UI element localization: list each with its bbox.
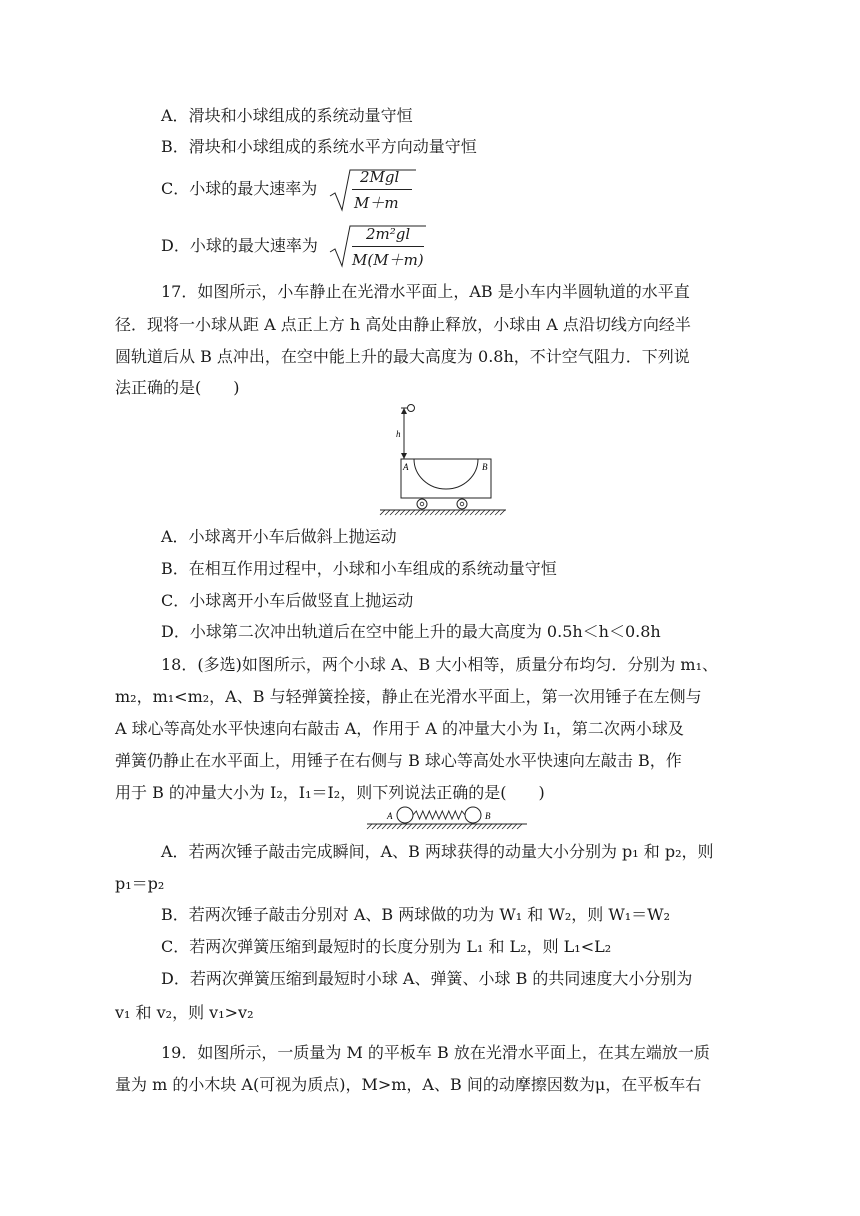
q17-cart-figure xyxy=(370,400,510,522)
fraction-numerator: 2Mgl xyxy=(360,168,400,186)
option-text: 小球的最大速率为 xyxy=(189,179,318,198)
q16-option-a xyxy=(161,106,413,126)
stem-text: 如图所示，小车静止在光滑水平面上，AB 是小车内半圆轨道的水平直 xyxy=(197,282,690,301)
option-label: A． xyxy=(161,842,189,861)
option-label: A． xyxy=(161,527,189,546)
q19-stem-line-1 xyxy=(161,1043,710,1063)
ball-a-label: A xyxy=(387,811,393,821)
option-text: 小球第二次冲出轨道后在空中能上升的最大高度为 0.5h＜h＜0.8h xyxy=(189,622,661,641)
q18-spring-figure xyxy=(365,804,530,830)
fraction-denominator: M(M＋m) xyxy=(352,251,424,269)
q17-option-c xyxy=(161,591,413,611)
h-label: h xyxy=(396,429,401,439)
option-text: 小球的最大速率为 xyxy=(189,236,318,255)
ball-icon xyxy=(408,405,415,412)
ball-b-label: B xyxy=(485,811,491,821)
q19-stem-line-2: 量为 m 的小木块 A(可视为质点)，M>m，A、B 间的动摩擦因数为μ，在平板车右 xyxy=(115,1075,702,1094)
option-text: 若两次弹簧压缩到最短时的长度分别为 L₁ 和 L₂，则 L₁<L₂ xyxy=(189,937,612,956)
option-label: D． xyxy=(161,969,190,988)
q18-stem-line-3: A 球心等高处水平快速向右敲击 A，作用于 A 的冲量大小为 I₁，第二次两小球及 xyxy=(115,719,684,738)
option-label: D． xyxy=(161,622,190,641)
q18-option-a xyxy=(161,842,714,862)
option-label: C． xyxy=(161,591,190,610)
wheel-icon xyxy=(417,499,427,509)
spring-icon xyxy=(413,811,465,819)
q18-stem-line-1 xyxy=(161,655,718,675)
q16-option-c xyxy=(161,179,317,199)
question-number: 17． xyxy=(161,282,198,301)
option-text: 滑块和小球组成的系统动量守恒 xyxy=(188,106,413,125)
option-text: 若两次弹簧压缩到最短时小球 A、弹簧、小球 B 的共同速度大小分别为 xyxy=(189,969,693,988)
q18-stem-line-2: m₂，m₁<m₂，A、B 与轻弹簧拴接，静止在光滑水平面上，第一次用锤子在左侧与 xyxy=(115,687,702,706)
fraction-denominator: M＋m xyxy=(354,194,399,212)
question-number: 19． xyxy=(161,1043,198,1062)
point-a-label: A xyxy=(403,462,409,472)
q17-stem-line-3: 圆轨道后从 B 点冲出，在空中能上升的最大高度为 0.8h，不计空气阻力．下列说 xyxy=(115,347,690,366)
point-b-label: B xyxy=(482,462,488,472)
q17-option-a xyxy=(161,527,397,547)
fraction-bar xyxy=(352,189,412,190)
option-label: B． xyxy=(161,559,189,578)
q16-option-b xyxy=(161,137,477,157)
option-text: 小球离开小车后做竖直上抛运动 xyxy=(189,591,414,610)
option-label: B． xyxy=(161,137,189,156)
option-text: 在相互作用过程中，小球和小车组成的系统动量守恒 xyxy=(188,559,557,578)
option-label: C． xyxy=(161,937,190,956)
q17-stem-line-4: 法正确的是( ) xyxy=(115,378,240,397)
semicircle-track xyxy=(414,459,478,489)
option-label: B． xyxy=(161,905,189,924)
fraction-bar xyxy=(352,246,424,247)
q17-option-b xyxy=(161,559,557,579)
q18-stem-line-4: 弹簧仍静止在水平面上，用锤子在右侧与 B 球心等高处水平快速向左敲击 B，作 xyxy=(115,751,682,770)
option-text: 小球离开小车后做斜上抛运动 xyxy=(188,527,397,546)
q18-stem-line-5: 用于 B 的冲量大小为 I₂，I₁＝I₂，则下列说法正确的是( ) xyxy=(115,783,545,802)
q17-stem-line-1 xyxy=(161,282,690,302)
q17-option-d xyxy=(161,622,661,642)
q18-option-c xyxy=(161,937,611,957)
fraction-numerator: 2m²gl xyxy=(366,225,411,243)
q17-stem-line-2: 径．现将一小球从距 A 点正上方 h 高处由静止释放，小球由 A 点沿切线方向经半 xyxy=(115,315,691,334)
q18-option-d xyxy=(161,969,692,989)
q18-option-b xyxy=(161,905,670,925)
q16-option-d xyxy=(161,236,318,256)
option-text: 若两次锤子敲击完成瞬间，A、B 两球获得的动量大小分别为 p₁ 和 p₂，则 xyxy=(188,842,714,861)
stem-text: (多选)如图所示，两个小球 A、B 大小相等，质量分布均匀．分别为 m₁、 xyxy=(197,655,719,674)
ball-b-icon xyxy=(465,807,481,823)
ball-a-icon xyxy=(397,807,413,823)
stem-text: 如图所示，一质量为 M 的平板车 B 放在光滑水平面上，在其左端放一质 xyxy=(197,1043,710,1062)
option-label: C． xyxy=(161,179,190,198)
q18-option-a-cont: p₁＝p₂ xyxy=(115,874,165,893)
question-number: 18． xyxy=(161,655,198,674)
option-text: 滑块和小球组成的系统水平方向动量守恒 xyxy=(188,137,477,156)
option-text: 若两次锤子敲击分别对 A、B 两球做的功为 W₁ 和 W₂，则 W₁＝W₂ xyxy=(188,905,671,924)
q18-option-d-cont: v₁ 和 v₂，则 v₁>v₂ xyxy=(115,1003,254,1022)
option-label: D． xyxy=(161,236,190,255)
wheel-icon xyxy=(457,499,467,509)
option-label: A． xyxy=(161,106,189,125)
